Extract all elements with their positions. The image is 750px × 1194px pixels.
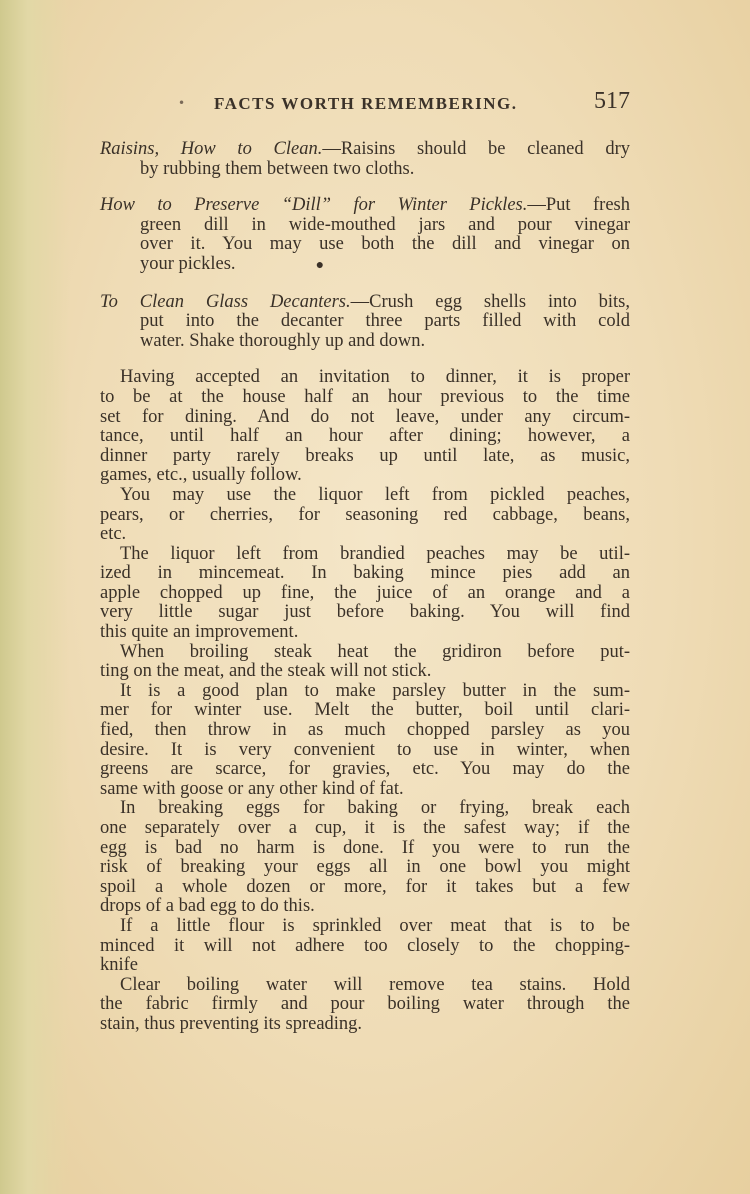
paragraph <box>100 976 630 1035</box>
paragraph-line: Having accepted an invitation to dinner, it is proper <box>120 367 630 388</box>
header-ornament: • <box>178 96 186 110</box>
paragraph-line: It is a good plan to make parsley butter in the sum- <box>120 680 630 701</box>
paragraph-line: minced it will not adhere too closely to the chopping- <box>100 935 630 956</box>
paragraph-line: fied, then throw in as much chopped parsley as you <box>100 720 630 741</box>
item-text: your pickles. <box>140 253 236 274</box>
paragraph-line: ized in mincemeat. In baking mince pies add an <box>100 563 630 584</box>
ink-spot: ● <box>315 257 325 273</box>
paragraph-line: to be at the house half an hour previous to the time <box>100 386 630 407</box>
paragraph-line: very little sugar just before baking. You will find <box>100 602 630 623</box>
paragraph-line: same with goose or any other kind of fat. <box>100 778 404 799</box>
paragraph <box>100 368 630 486</box>
paragraph <box>100 682 630 800</box>
paragraph-line: the fabric firmly and pour boiling water through the <box>100 994 630 1015</box>
paragraph <box>100 643 630 682</box>
item-line: put into the decanter three parts filled with cold <box>140 311 630 332</box>
paragraph-line: spoil a whole dozen or more, for it takes but a few <box>100 876 630 897</box>
page-title: FACTS WORTH REMEMBERING. <box>214 94 518 113</box>
paragraph-line: greens are scarce, for gravies, etc. You may do the <box>100 759 630 780</box>
item-text: —Put fresh <box>527 195 630 216</box>
page-body <box>100 140 630 1035</box>
paragraphs <box>100 368 630 1034</box>
paragraph-line: stain, thus preventing its spreading. <box>100 1013 363 1034</box>
item-text: —Crush egg shells into bits, <box>350 291 631 312</box>
paragraph-line: mer for winter use. Melt the butter, boil until clari- <box>100 700 630 721</box>
paragraph-line: games, etc., usually follow. <box>100 465 302 486</box>
item-line <box>100 255 630 276</box>
paragraph-line: The liquor left from brandied peaches may be util- <box>120 543 630 564</box>
item-line <box>100 293 630 313</box>
paragraph-line: In breaking eggs for baking or frying, break each <box>120 798 630 819</box>
item-line: water. Shake thoroughly up and down. <box>140 330 426 351</box>
paragraph-line: knife <box>100 955 139 976</box>
paragraph <box>100 799 630 917</box>
item-heading: Raisins, How to Clean. <box>100 139 323 159</box>
paragraph <box>100 486 630 545</box>
item-heading: To Clean Glass Decanters. <box>100 291 351 312</box>
item-line: green dill in wide-mouthed jars and pour vinegar <box>140 214 630 235</box>
paragraph-line: this quite an improvement. <box>100 622 299 643</box>
paragraph-line: etc. <box>100 524 127 545</box>
item-line: over it. You may use both the dill and vinegar on <box>140 234 630 255</box>
paragraph-line: set for dining. And do not leave, under any circum- <box>100 406 630 427</box>
paragraph-line: tance, until half an hour after dining; however, a <box>100 426 630 447</box>
paragraph-line: You may use the liquor left from pickled peaches, <box>120 484 630 505</box>
tip-dill <box>100 196 630 275</box>
paragraph-line: If a little flour is sprinkled over meat that is to be <box>120 915 630 936</box>
paragraph-line: dinner party rarely breaks up until late, as music, <box>100 445 630 466</box>
running-header <box>100 90 630 120</box>
item-text: —Raisins should be cleaned dry <box>322 139 630 159</box>
tip-decanters <box>100 293 630 352</box>
paragraph-line: egg is bad no harm is done. If you were to run the <box>100 837 630 858</box>
paragraph-line: risk of breaking your eggs all in one bowl you might <box>100 857 630 878</box>
paragraph <box>100 917 630 976</box>
item-line <box>100 140 630 160</box>
paragraph-line: one separately over a cup, it is the safest way; if the <box>100 818 630 838</box>
item-heading: How to Preserve “Dill” for Winter Pickles. <box>100 195 528 216</box>
paragraph-line: ting on the meat, and the steak will not stick. <box>100 661 432 682</box>
paragraph-line: When broiling steak heat the gridiron before put- <box>120 641 630 662</box>
paragraph-line: desire. It is very convenient to use in winter, when <box>100 739 630 760</box>
paragraph-line: Clear boiling water will remove tea stains. Hold <box>120 974 630 995</box>
paragraph-line: drops of a bad egg to do this. <box>100 896 315 917</box>
paragraph <box>100 545 630 643</box>
paragraph-line: apple chopped up fine, the juice of an orange and a <box>100 582 630 603</box>
paragraph-line: pears, or cherries, for seasoning red cabbage, beans, <box>100 504 630 525</box>
page-number: 517 <box>594 88 630 114</box>
item-line: by rubbing them between two cloths. <box>140 158 415 179</box>
tip-raisins <box>100 140 630 179</box>
item-line <box>100 196 630 216</box>
